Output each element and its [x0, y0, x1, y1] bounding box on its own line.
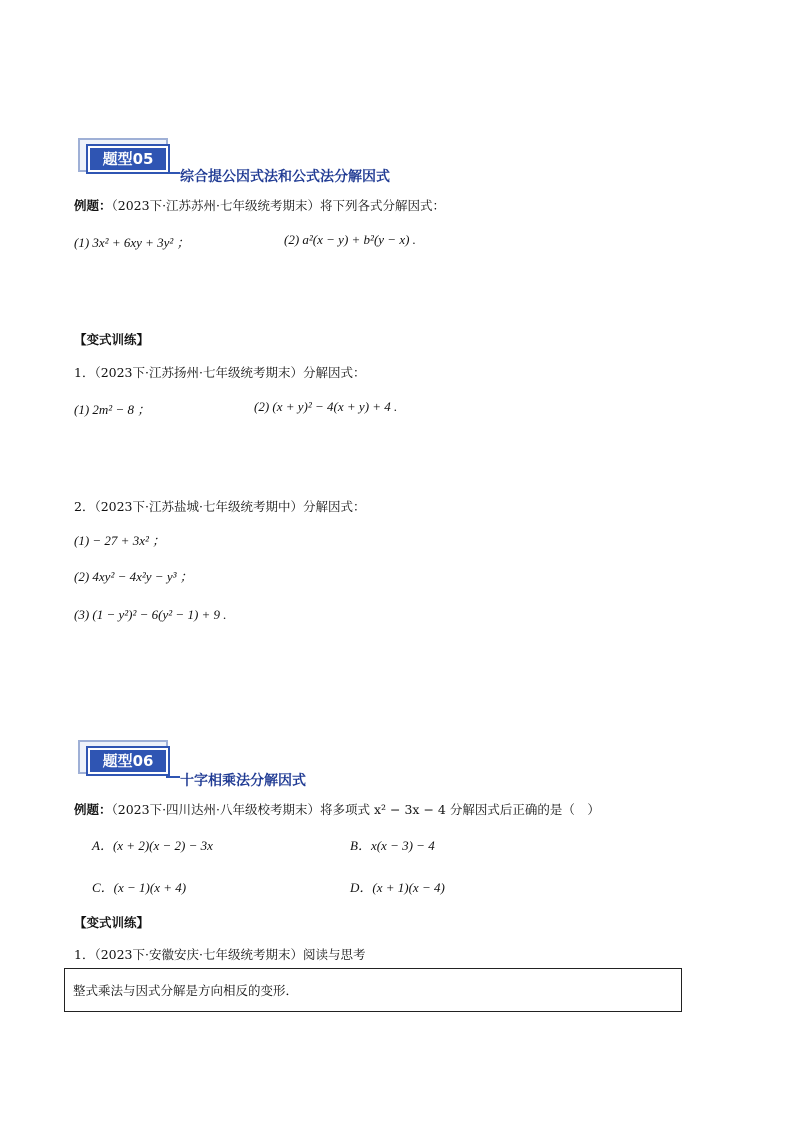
example-label: 例题：: [74, 198, 112, 213]
option-b: [350, 835, 435, 854]
example-label: 例题：: [74, 802, 112, 817]
question-1: 1．（2023下·江苏扬州·七年级统考期末）分解因式：: [74, 365, 366, 380]
topic-title-06: 十字相乘法分解因式: [180, 773, 306, 789]
option-c: [92, 877, 186, 896]
badge-connector: [166, 172, 180, 174]
example-item-2: (2) a²(x − y) + b²(y − x) .: [284, 232, 416, 247]
practice-label: 【变式训练】: [74, 332, 150, 347]
example-text: （2023下·四川达州·八年级校考期末）将多项式 x² − 3x − 4 分解因式后正确的是（ ）: [111, 802, 600, 817]
practice-label: 【变式训练】: [74, 915, 150, 930]
reading-box-text: 整式乘法与因式分解是方向相反的变形．: [73, 983, 299, 998]
topic-badge-05: [78, 138, 174, 178]
option-expr: (x + 2)(x − 2) − 3x: [112, 838, 213, 853]
badge-label: 题型06: [86, 746, 170, 776]
option-a: [92, 835, 213, 854]
example-line: [74, 196, 445, 214]
option-expr: (x + 1)(x − 4): [372, 880, 445, 895]
question-1: 1．（2023下·安徽安庆·七年级统考期末）阅读与思考: [74, 947, 366, 962]
question-2-item-3: (3) (1 − y²)² − 6(y² − 1) + 9 .: [74, 607, 227, 622]
option-letter: A．: [92, 838, 113, 853]
question-2-item-1: (1) − 27 + 3x² ；: [74, 533, 166, 548]
question-1-item-1: (1) 2m² − 8 ；: [74, 402, 151, 417]
question-1-item-2: (2) (x + y)² − 4(x + y) + 4 .: [254, 399, 398, 414]
option-letter: D．: [350, 880, 373, 895]
badge-label: 题型05: [86, 144, 170, 174]
badge-connector: [166, 776, 180, 778]
option-letter: B．: [350, 838, 371, 853]
example-text: （2023下·江苏苏州·七年级统考期末）将下列各式分解因式：: [111, 198, 446, 213]
option-expr: (x − 1)(x + 4): [113, 880, 187, 895]
topic-title-05: 综合提公因式法和公式法分解因式: [180, 169, 390, 185]
reading-box: [64, 968, 682, 1012]
option-expr: x(x − 3) − 4: [370, 838, 435, 853]
option-d: [350, 877, 445, 896]
question-2-item-2: (2) 4xy² − 4x²y − y³ ；: [74, 569, 193, 584]
example-item-1: (1) 3x² + 6xy + 3y² ；: [74, 235, 190, 250]
topic-badge-06: [78, 740, 174, 780]
example-line: [74, 800, 600, 818]
option-letter: C．: [92, 880, 114, 895]
question-2: 2．（2023下·江苏盐城·七年级统考期中）分解因式：: [74, 499, 366, 514]
